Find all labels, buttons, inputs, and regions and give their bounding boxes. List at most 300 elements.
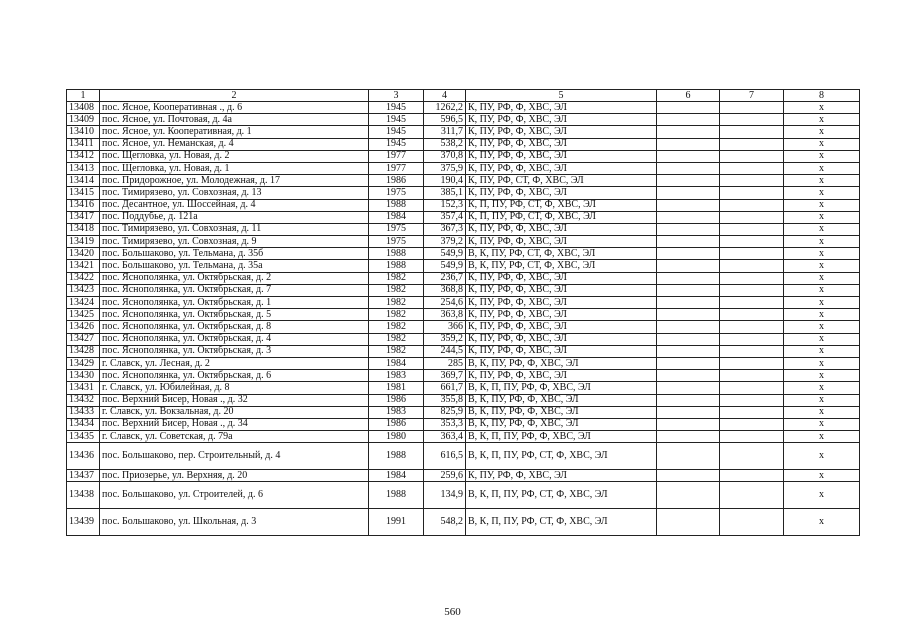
cell-col6	[657, 236, 720, 248]
cell-year: 1984	[369, 357, 424, 369]
cell-col8: х	[784, 418, 860, 430]
cell-area: 363,4	[424, 431, 466, 443]
cell-col7	[720, 284, 784, 296]
cell-col6	[657, 126, 720, 138]
table-row	[67, 211, 860, 223]
cell-col7	[720, 321, 784, 333]
cell-col8: х	[784, 470, 860, 482]
cell-number: 13422	[67, 272, 100, 284]
cell-number: 13414	[67, 175, 100, 187]
cell-equipment: К, ПУ, РФ, Ф, ХВС, ЭЛ	[466, 345, 657, 357]
cell-equipment: К, ПУ, РФ, Ф, ХВС, ЭЛ	[466, 102, 657, 114]
cell-year: 1982	[369, 345, 424, 357]
cell-equipment: К, ПУ, РФ, Ф, ХВС, ЭЛ	[466, 284, 657, 296]
cell-equipment: В, К, ПУ, РФ, СТ, Ф, ХВС, ЭЛ	[466, 248, 657, 260]
cell-col6	[657, 482, 720, 509]
cell-year: 1988	[369, 260, 424, 272]
table-row	[67, 321, 860, 333]
cell-col7	[720, 357, 784, 369]
cell-number: 13419	[67, 236, 100, 248]
cell-col7	[720, 297, 784, 309]
table-body	[67, 102, 860, 536]
cell-col8: х	[784, 394, 860, 406]
cell-area: 661,7	[424, 382, 466, 394]
cell-equipment: В, К, П, ПУ, РФ, СТ, Ф, ХВС, ЭЛ	[466, 482, 657, 509]
cell-col6	[657, 321, 720, 333]
cell-col6	[657, 211, 720, 223]
table-row	[67, 150, 860, 162]
cell-col6	[657, 175, 720, 187]
cell-col7	[720, 150, 784, 162]
cell-equipment: В, К, ПУ, РФ, Ф, ХВС, ЭЛ	[466, 406, 657, 418]
cell-col8: х	[784, 138, 860, 150]
table-row	[67, 297, 860, 309]
cell-col6	[657, 138, 720, 150]
cell-col7	[720, 199, 784, 211]
cell-number: 13434	[67, 418, 100, 430]
cell-equipment: В, К, П, ПУ, РФ, СТ, Ф, ХВС, ЭЛ	[466, 509, 657, 536]
cell-number: 13421	[67, 260, 100, 272]
cell-col6	[657, 470, 720, 482]
cell-area: 367,3	[424, 223, 466, 235]
cell-equipment: К, ПУ, РФ, Ф, ХВС, ЭЛ	[466, 114, 657, 126]
cell-year: 1982	[369, 333, 424, 345]
cell-address: пос. Ясное, ул. Почтовая, д. 4а	[100, 114, 369, 126]
table-row	[67, 333, 860, 345]
cell-area: 825,9	[424, 406, 466, 418]
cell-col8: х	[784, 236, 860, 248]
cell-year: 1977	[369, 150, 424, 162]
header-cell-6: 6	[657, 90, 720, 102]
cell-col6	[657, 187, 720, 199]
cell-year: 1983	[369, 370, 424, 382]
cell-equipment: К, ПУ, РФ, Ф, ХВС, ЭЛ	[466, 333, 657, 345]
cell-col8: х	[784, 248, 860, 260]
cell-col7	[720, 211, 784, 223]
cell-area: 259,6	[424, 470, 466, 482]
cell-col6	[657, 443, 720, 470]
cell-year: 1983	[369, 406, 424, 418]
table-row	[67, 223, 860, 235]
cell-equipment: В, К, ПУ, РФ, Ф, ХВС, ЭЛ	[466, 418, 657, 430]
table-row	[67, 382, 860, 394]
cell-col6	[657, 509, 720, 536]
cell-col8: х	[784, 260, 860, 272]
cell-address: пос. Щегловка, ул. Новая, д. 1	[100, 162, 369, 174]
cell-equipment: В, К, П, ПУ, РФ, Ф, ХВС, ЭЛ	[466, 382, 657, 394]
cell-col7	[720, 236, 784, 248]
cell-number: 13438	[67, 482, 100, 509]
cell-equipment: В, К, ПУ, РФ, Ф, ХВС, ЭЛ	[466, 394, 657, 406]
cell-area: 538,2	[424, 138, 466, 150]
cell-year: 1984	[369, 211, 424, 223]
cell-col7	[720, 431, 784, 443]
cell-equipment: К, ПУ, РФ, Ф, ХВС, ЭЛ	[466, 187, 657, 199]
cell-number: 13426	[67, 321, 100, 333]
table-row	[67, 102, 860, 114]
cell-col7	[720, 370, 784, 382]
cell-col8: х	[784, 102, 860, 114]
cell-year: 1981	[369, 382, 424, 394]
cell-equipment: В, К, ПУ, РФ, Ф, ХВС, ЭЛ	[466, 357, 657, 369]
cell-col6	[657, 260, 720, 272]
table-row	[67, 248, 860, 260]
cell-address: пос. Тимирязево, ул. Совхозная, д. 11	[100, 223, 369, 235]
cell-equipment: К, ПУ, РФ, Ф, ХВС, ЭЛ	[466, 309, 657, 321]
cell-address: пос. Яснополянка, ул. Октябрьская, д. 6	[100, 370, 369, 382]
header-cell-3: 3	[369, 90, 424, 102]
cell-col7	[720, 470, 784, 482]
header-cell-5: 5	[466, 90, 657, 102]
cell-col6	[657, 345, 720, 357]
cell-area: 355,8	[424, 394, 466, 406]
cell-area: 616,5	[424, 443, 466, 470]
table-row	[67, 418, 860, 430]
housing-register-table	[66, 89, 860, 536]
cell-year: 1982	[369, 321, 424, 333]
cell-area: 359,2	[424, 333, 466, 345]
table-row	[67, 175, 860, 187]
cell-col7	[720, 394, 784, 406]
cell-col6	[657, 406, 720, 418]
cell-col8: х	[784, 406, 860, 418]
cell-col8: х	[784, 357, 860, 369]
cell-col7	[720, 443, 784, 470]
cell-area: 548,2	[424, 509, 466, 536]
cell-number: 13431	[67, 382, 100, 394]
table-row	[67, 162, 860, 174]
header-row	[67, 90, 860, 102]
cell-area: 285	[424, 357, 466, 369]
table-row	[67, 357, 860, 369]
cell-number: 13411	[67, 138, 100, 150]
table-row	[67, 199, 860, 211]
cell-col7	[720, 482, 784, 509]
table-row	[67, 509, 860, 536]
cell-col8: х	[784, 175, 860, 187]
cell-col8: х	[784, 223, 860, 235]
cell-address: пос. Десантное, ул. Шоссейная, д. 4	[100, 199, 369, 211]
cell-address: пос. Тимирязево, ул. Совхозная, д. 13	[100, 187, 369, 199]
cell-year: 1988	[369, 248, 424, 260]
cell-equipment: В, К, П, ПУ, РФ, СТ, Ф, ХВС, ЭЛ	[466, 443, 657, 470]
cell-col7	[720, 418, 784, 430]
table-row	[67, 431, 860, 443]
table-row	[67, 309, 860, 321]
cell-col8: х	[784, 345, 860, 357]
cell-equipment: К, П, ПУ, РФ, СТ, Ф, ХВС, ЭЛ	[466, 199, 657, 211]
cell-col8: х	[784, 297, 860, 309]
cell-year: 1945	[369, 114, 424, 126]
cell-number: 13416	[67, 199, 100, 211]
cell-area: 385,1	[424, 187, 466, 199]
cell-number: 13423	[67, 284, 100, 296]
cell-area: 1262,2	[424, 102, 466, 114]
cell-year: 1986	[369, 394, 424, 406]
cell-col7	[720, 102, 784, 114]
cell-address: г. Славск, ул. Юбилейная, д. 8	[100, 382, 369, 394]
cell-col6	[657, 357, 720, 369]
cell-number: 13412	[67, 150, 100, 162]
cell-equipment: В, К, П, ПУ, РФ, Ф, ХВС, ЭЛ	[466, 431, 657, 443]
cell-address: пос. Яснополянка, ул. Октябрьская, д. 2	[100, 272, 369, 284]
cell-number: 13409	[67, 114, 100, 126]
cell-col7	[720, 509, 784, 536]
cell-col8: х	[784, 187, 860, 199]
cell-equipment: К, ПУ, РФ, Ф, ХВС, ЭЛ	[466, 162, 657, 174]
cell-number: 13408	[67, 102, 100, 114]
cell-col7	[720, 248, 784, 260]
cell-col7	[720, 126, 784, 138]
cell-col6	[657, 150, 720, 162]
cell-year: 1975	[369, 223, 424, 235]
cell-col8: х	[784, 272, 860, 284]
cell-number: 13418	[67, 223, 100, 235]
cell-address: пос. Яснополянка, ул. Октябрьская, д. 4	[100, 333, 369, 345]
cell-number: 13410	[67, 126, 100, 138]
cell-number: 13437	[67, 470, 100, 482]
table-row	[67, 482, 860, 509]
cell-area: 152,3	[424, 199, 466, 211]
cell-number: 13439	[67, 509, 100, 536]
cell-col6	[657, 114, 720, 126]
cell-address: пос. Большаково, пер. Строительный, д. 4	[100, 443, 369, 470]
cell-col6	[657, 248, 720, 260]
cell-col8: х	[784, 211, 860, 223]
cell-year: 1988	[369, 443, 424, 470]
cell-area: 311,7	[424, 126, 466, 138]
cell-col8: х	[784, 114, 860, 126]
cell-col7	[720, 175, 784, 187]
cell-col6	[657, 284, 720, 296]
cell-year: 1945	[369, 138, 424, 150]
cell-number: 13420	[67, 248, 100, 260]
cell-number: 13435	[67, 431, 100, 443]
cell-col8: х	[784, 509, 860, 536]
cell-col8: х	[784, 284, 860, 296]
cell-col7	[720, 333, 784, 345]
cell-area: 363,8	[424, 309, 466, 321]
cell-col7	[720, 162, 784, 174]
cell-col6	[657, 297, 720, 309]
cell-number: 13436	[67, 443, 100, 470]
table-row	[67, 443, 860, 470]
cell-number: 13430	[67, 370, 100, 382]
cell-area: 357,4	[424, 211, 466, 223]
table-row	[67, 470, 860, 482]
cell-area: 190,4	[424, 175, 466, 187]
cell-area: 134,9	[424, 482, 466, 509]
cell-area: 370,8	[424, 150, 466, 162]
header-cell-2: 2	[100, 90, 369, 102]
cell-year: 1982	[369, 284, 424, 296]
cell-area: 254,6	[424, 297, 466, 309]
cell-col6	[657, 162, 720, 174]
cell-year: 1986	[369, 418, 424, 430]
cell-number: 13427	[67, 333, 100, 345]
cell-area: 379,2	[424, 236, 466, 248]
cell-col7	[720, 223, 784, 235]
cell-year: 1980	[369, 431, 424, 443]
cell-col8: х	[784, 126, 860, 138]
cell-address: пос. Верхний Бисер, Новая ., д. 32	[100, 394, 369, 406]
cell-equipment: К, ПУ, РФ, Ф, ХВС, ЭЛ	[466, 272, 657, 284]
cell-number: 13424	[67, 297, 100, 309]
cell-address: пос. Яснополянка, ул. Октябрьская, д. 7	[100, 284, 369, 296]
cell-col6	[657, 394, 720, 406]
cell-number: 13433	[67, 406, 100, 418]
cell-equipment: К, ПУ, РФ, СТ, Ф, ХВС, ЭЛ	[466, 175, 657, 187]
cell-number: 13428	[67, 345, 100, 357]
cell-year: 1988	[369, 199, 424, 211]
cell-address: пос. Большаково, ул. Строителей, д. 6	[100, 482, 369, 509]
table-row	[67, 114, 860, 126]
cell-area: 353,3	[424, 418, 466, 430]
cell-year: 1982	[369, 309, 424, 321]
cell-equipment: К, ПУ, РФ, Ф, ХВС, ЭЛ	[466, 126, 657, 138]
cell-col8: х	[784, 431, 860, 443]
cell-address: г. Славск, ул. Вокзальная, д. 20	[100, 406, 369, 418]
cell-year: 1945	[369, 126, 424, 138]
cell-equipment: К, ПУ, РФ, Ф, ХВС, ЭЛ	[466, 150, 657, 162]
table-row	[67, 236, 860, 248]
cell-area: 366	[424, 321, 466, 333]
cell-col6	[657, 370, 720, 382]
cell-year: 1977	[369, 162, 424, 174]
cell-year: 1945	[369, 102, 424, 114]
cell-col6	[657, 102, 720, 114]
cell-col8: х	[784, 333, 860, 345]
cell-equipment: В, К, ПУ, РФ, СТ, Ф, ХВС, ЭЛ	[466, 260, 657, 272]
cell-col6	[657, 333, 720, 345]
cell-address: пос. Большаково, ул. Школьная, д. 3	[100, 509, 369, 536]
cell-area: 596,5	[424, 114, 466, 126]
cell-address: г. Славск, ул. Советская, д. 79а	[100, 431, 369, 443]
cell-equipment: К, ПУ, РФ, Ф, ХВС, ЭЛ	[466, 370, 657, 382]
cell-col7	[720, 382, 784, 394]
cell-col8: х	[784, 443, 860, 470]
cell-address: пос. Верхний Бисер, Новая ., д. 34	[100, 418, 369, 430]
cell-equipment: К, П, ПУ, РФ, СТ, Ф, ХВС, ЭЛ	[466, 211, 657, 223]
cell-col6	[657, 382, 720, 394]
cell-address: пос. Яснополянка, ул. Октябрьская, д. 8	[100, 321, 369, 333]
cell-address: пос. Ясное, ул. Неманская, д. 4	[100, 138, 369, 150]
cell-col7	[720, 309, 784, 321]
cell-address: пос. Яснополянка, ул. Октябрьская, д. 3	[100, 345, 369, 357]
cell-area: 375,9	[424, 162, 466, 174]
cell-year: 1991	[369, 509, 424, 536]
cell-year: 1984	[369, 470, 424, 482]
table-row	[67, 345, 860, 357]
cell-year: 1982	[369, 272, 424, 284]
cell-col6	[657, 418, 720, 430]
cell-area: 369,7	[424, 370, 466, 382]
cell-col8: х	[784, 150, 860, 162]
cell-number: 13417	[67, 211, 100, 223]
cell-year: 1988	[369, 482, 424, 509]
cell-col8: х	[784, 199, 860, 211]
cell-address: пос. Приозерье, ул. Верхняя, д. 20	[100, 470, 369, 482]
cell-col6	[657, 199, 720, 211]
cell-col7	[720, 345, 784, 357]
cell-number: 13415	[67, 187, 100, 199]
page-number: 560	[444, 606, 461, 618]
cell-area: 244,5	[424, 345, 466, 357]
cell-number: 13429	[67, 357, 100, 369]
cell-area: 236,7	[424, 272, 466, 284]
cell-year: 1975	[369, 187, 424, 199]
cell-address: пос. Ясное, ул. Кооперативная, д. 1	[100, 126, 369, 138]
cell-area: 549,9	[424, 248, 466, 260]
table-row	[67, 272, 860, 284]
cell-equipment: К, ПУ, РФ, Ф, ХВС, ЭЛ	[466, 223, 657, 235]
cell-address: пос. Тимирязево, ул. Совхозная, д. 9	[100, 236, 369, 248]
cell-col7	[720, 272, 784, 284]
table-row	[67, 370, 860, 382]
cell-col8: х	[784, 309, 860, 321]
cell-address: пос. Яснополянка, ул. Октябрьская, д. 1	[100, 297, 369, 309]
cell-col7	[720, 187, 784, 199]
cell-address: пос. Поддубье, д. 121а	[100, 211, 369, 223]
cell-col7	[720, 114, 784, 126]
cell-col8: х	[784, 162, 860, 174]
cell-number: 13413	[67, 162, 100, 174]
cell-area: 549,9	[424, 260, 466, 272]
cell-number: 13425	[67, 309, 100, 321]
cell-address: пос. Яснополянка, ул. Октябрьская, д. 5	[100, 309, 369, 321]
cell-equipment: К, ПУ, РФ, Ф, ХВС, ЭЛ	[466, 470, 657, 482]
cell-col7	[720, 406, 784, 418]
cell-col6	[657, 223, 720, 235]
cell-equipment: К, ПУ, РФ, Ф, ХВС, ЭЛ	[466, 236, 657, 248]
header-cell-4: 4	[424, 90, 466, 102]
cell-address: г. Славск, ул. Лесная, д. 2	[100, 357, 369, 369]
cell-col8: х	[784, 321, 860, 333]
cell-col6	[657, 431, 720, 443]
cell-year: 1982	[369, 297, 424, 309]
header-cell-7: 7	[720, 90, 784, 102]
header-cell-8: 8	[784, 90, 860, 102]
cell-address: пос. Большаково, ул. Тельмана, д. 35а	[100, 260, 369, 272]
cell-equipment: К, ПУ, РФ, Ф, ХВС, ЭЛ	[466, 297, 657, 309]
cell-col8: х	[784, 482, 860, 509]
cell-col8: х	[784, 370, 860, 382]
cell-col7	[720, 138, 784, 150]
cell-col7	[720, 260, 784, 272]
cell-address: пос. Ясное, Кооперативная ., д. 6	[100, 102, 369, 114]
cell-equipment: К, ПУ, РФ, Ф, ХВС, ЭЛ	[466, 138, 657, 150]
cell-number: 13432	[67, 394, 100, 406]
cell-area: 368,8	[424, 284, 466, 296]
cell-equipment: К, ПУ, РФ, Ф, ХВС, ЭЛ	[466, 321, 657, 333]
header-cell-1: 1	[67, 90, 100, 102]
cell-year: 1975	[369, 236, 424, 248]
cell-address: пос. Большаково, ул. Тельмана, д. 35б	[100, 248, 369, 260]
table-row	[67, 284, 860, 296]
cell-col6	[657, 309, 720, 321]
cell-address: пос. Придорожное, ул. Молодежная, д. 17	[100, 175, 369, 187]
table-row	[67, 406, 860, 418]
table-row	[67, 138, 860, 150]
cell-col6	[657, 272, 720, 284]
cell-address: пос. Щегловка, ул. Новая, д. 2	[100, 150, 369, 162]
cell-year: 1986	[369, 175, 424, 187]
table-row	[67, 187, 860, 199]
table-row	[67, 126, 860, 138]
table-row	[67, 260, 860, 272]
cell-col8: х	[784, 382, 860, 394]
table-row	[67, 394, 860, 406]
